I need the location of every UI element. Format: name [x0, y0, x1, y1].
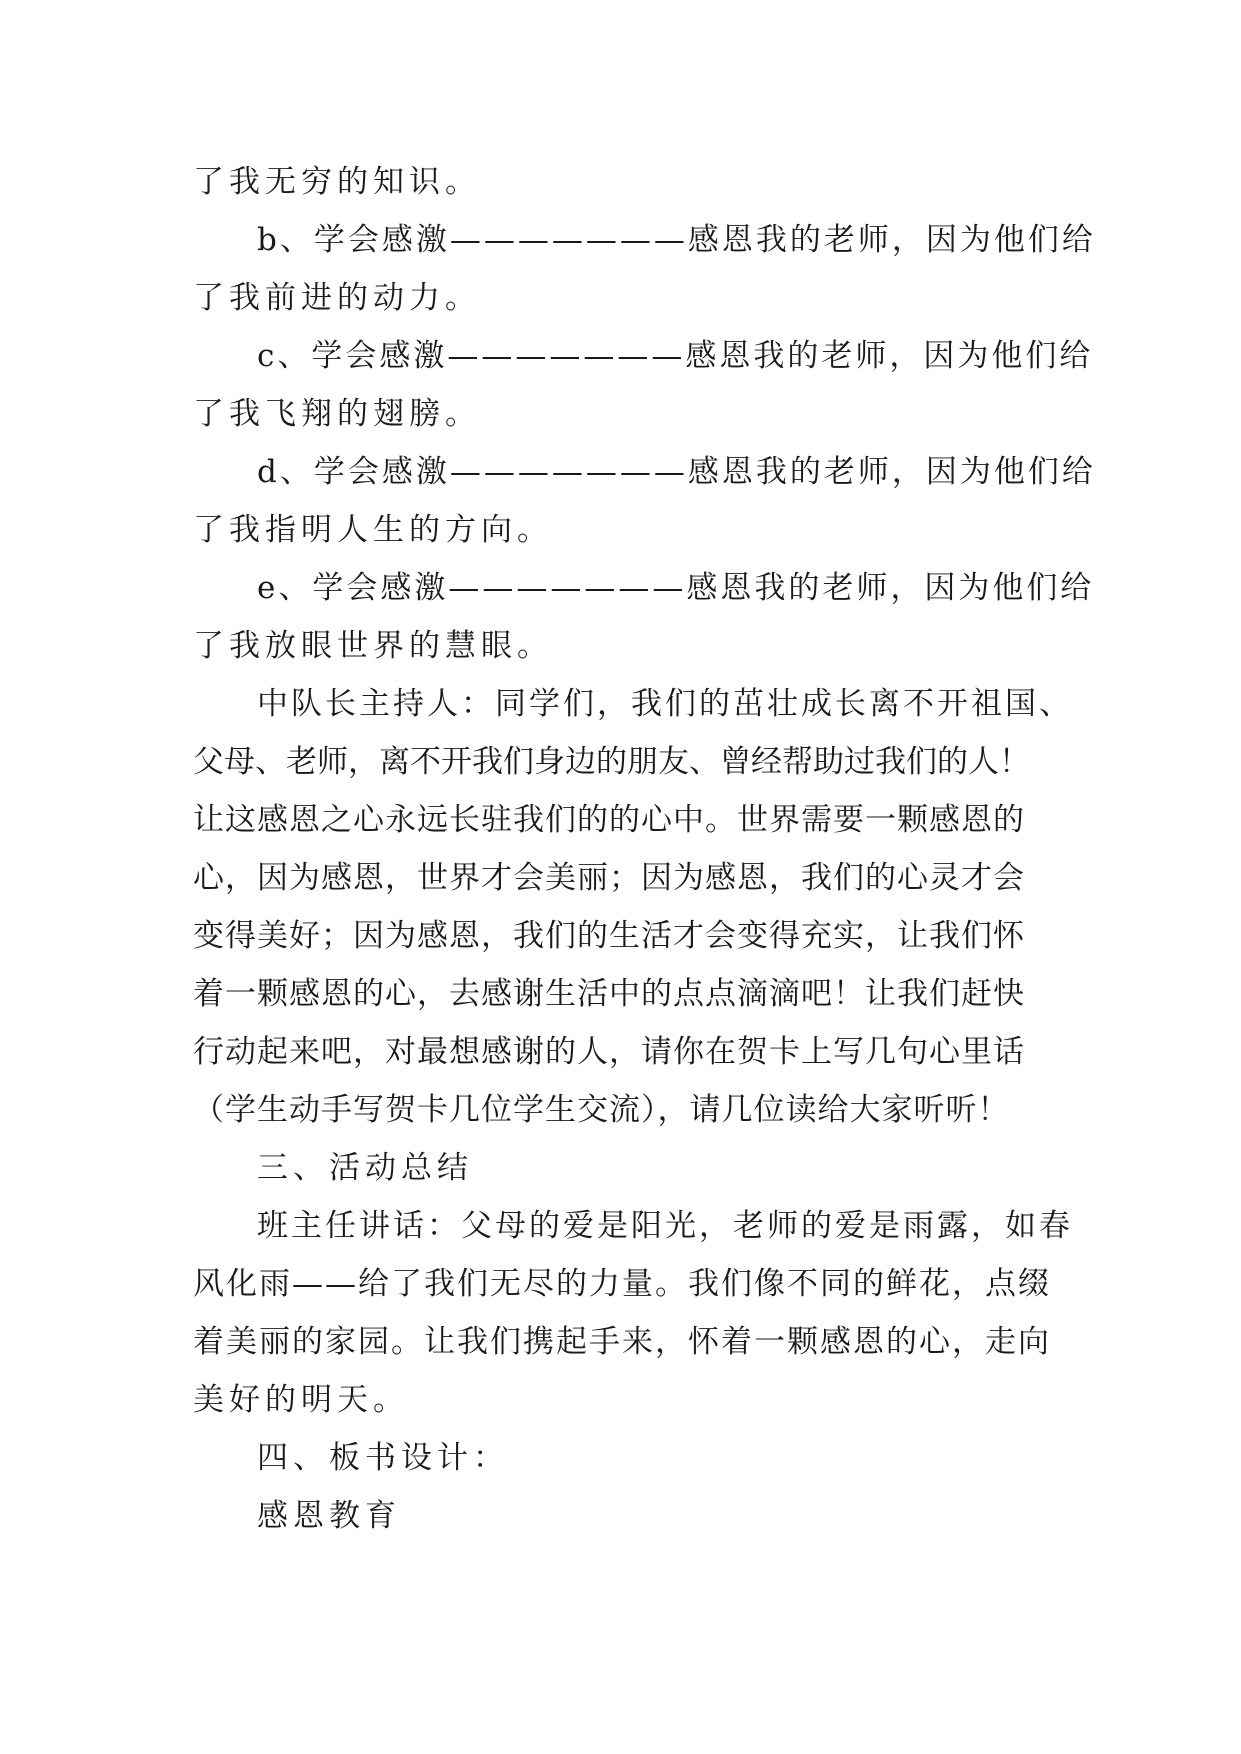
text-line: 中队长主持人：同学们，我们的茁壮成长离不开祖国、 — [257, 686, 1073, 722]
text-line: b、学会感激———————感恩我的老师，因为他们给 — [257, 222, 1096, 258]
text-line: （学生动手写贺卡几位学生交流），请几位读给大家听听！ — [193, 1092, 1010, 1128]
text-line: e、学会感激———————感恩我的老师，因为他们给 — [257, 570, 1095, 606]
text-line: d、学会感激———————感恩我的老师，因为他们给 — [257, 454, 1096, 490]
text-line: 了我飞翔的翅膀。 — [193, 396, 481, 432]
text-line: 风化雨——给了我们无尽的力量。我们像不同的鲜花，点缀 — [193, 1266, 1051, 1302]
text-line: 着一颗感恩的心，去感谢生活中的点点滴滴吧！让我们赶快 — [193, 976, 1025, 1012]
text-line: 着美丽的家园。让我们携起手来，怀着一颗感恩的心，走向 — [193, 1324, 1051, 1360]
text-line: 心，因为感恩，世界才会美丽；因为感恩，我们的心灵才会 — [193, 860, 1025, 896]
text-line: 行动起来吧，对最想感谢的人，请你在贺卡上写几句心里话 — [193, 1034, 1025, 1070]
text-line: 感恩教育 — [257, 1498, 401, 1534]
section-heading: 三、活动总结 — [257, 1150, 473, 1186]
text-line: c、学会感激———————感恩我的老师，因为他们给 — [257, 338, 1094, 374]
text-line: 了我放眼世界的慧眼。 — [193, 628, 553, 664]
text-line: 班主任讲话：父母的爱是阳光，老师的爱是雨露，如春 — [257, 1208, 1073, 1244]
text-line: 了我前进的动力。 — [193, 280, 481, 316]
section-heading: 四、板书设计： — [257, 1440, 509, 1476]
text-line: 美好的明天。 — [193, 1382, 409, 1418]
text-line: 父母、老师，离不开我们身边的朋友、曾经帮助过我们的人！ — [193, 744, 1030, 780]
text-line: 了我无穷的知识。 — [193, 164, 481, 200]
text-line: 了我指明人生的方向。 — [193, 512, 553, 548]
text-line: 让这感恩之心永远长驻我们的的心中。世界需要一颗感恩的 — [193, 802, 1025, 838]
text-line: 变得美好；因为感恩，我们的生活才会变得充实，让我们怀 — [193, 918, 1025, 954]
